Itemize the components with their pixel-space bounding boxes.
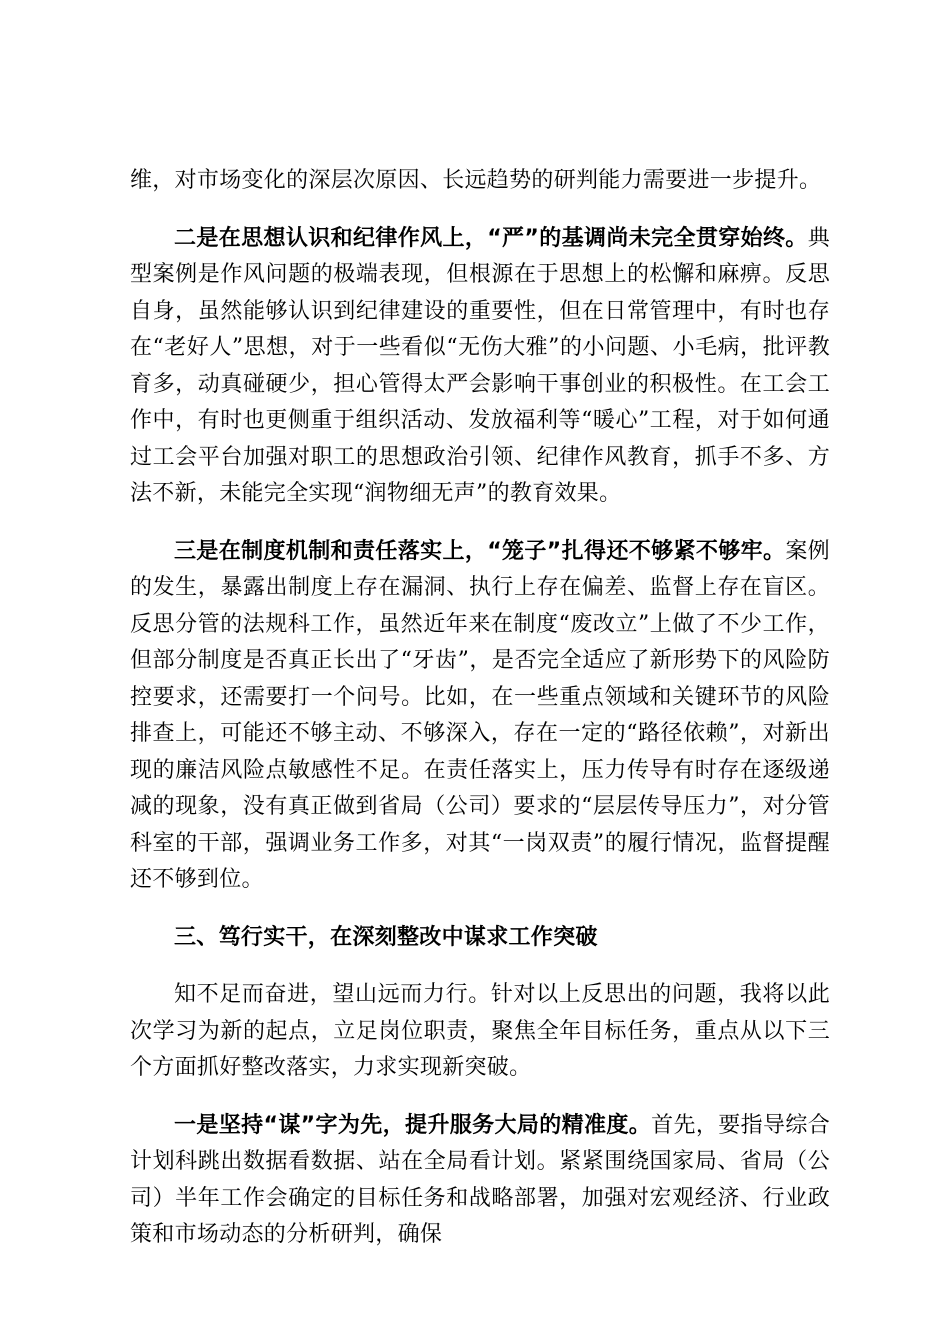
section-heading: 三、笃行实干，在深刻整改中谋求工作突破: [174, 924, 598, 950]
paragraph-lead: 二是在思想认识和纪律作风上，“严”的基调尚未完全贯穿始终。: [174, 225, 808, 251]
paragraph-text: 维，对市场变化的深层次原因、长远趋势的研判能力需要进一步提升。: [130, 168, 822, 193]
paragraph-text: 案例的发生，暴露出制度上存在漏洞、执行上存在偏差、监督上存在盲区。反思分管的法规科工作，虽然近年来在制度“废改立”上做了不少工作，但部分制度是否真正长出了“牙齿”，是否完全适应了新形势下的风险防控要求，还需要打一个问号。比如，在一些重点领域和关键环节的风险排查上，可能还不够主动、不够深入，存在一定的“路径依赖”，对新出现的廉洁风险点敏感性不足。在责任落实上，压力传导有时存在逐级递减的现象，没有真正做到省局（公司）要求的“层层传导压力”，对分管科室的干部，强调业务工作多，对其“一岗双责”的履行情况，监督提醒还不够到位。: [130, 538, 830, 892]
paragraph-intro: [130, 977, 830, 1087]
paragraph-text: 典型案例是作风问题的极端表现，但根源在于思想上的松懈和麻痹。反思自身，虽然能够认识到纪律建设的重要性，但在日常管理中，有时也存在“老好人”思想，对于一些看似“无伤大雅”的小问题、小毛病，批评教育多，动真碰硬少，担心管得太严会影响干事创业的积极性。在工会工作中，有时也更侧重于组织活动、发放福利等“暖心”工程，对于如何通过工会平台加强对职工的思想政治引领、纪律作风教育，抓手不多、方法不新，未能完全实现“润物细无声”的教育效果。: [130, 225, 830, 506]
paragraph-continuation: [130, 163, 830, 200]
paragraph-point-three: [130, 534, 830, 899]
paragraph-point-one: [130, 1108, 830, 1254]
paragraph-text: 首先，要指导综合计划科跳出数据看数据、站在全局看计划。紧紧围绕国家局、省局（公司）半年工作会确定的目标任务和战略部署，加强对宏观经济、行业政策和市场动态的分析研判，确保: [130, 1112, 830, 1247]
paragraph-lead: 三是在制度机制和责任落实上，“笼子”扎得还不够紧不够牢。: [174, 538, 786, 564]
paragraph-text: 知不足而奋进，望山远而力行。针对以上反思出的问题，我将以此次学习为新的起点，立足岗位职责，聚焦全年目标任务，重点从以下三个方面抓好整改落实，力求实现新突破。: [130, 982, 830, 1080]
document-body: [130, 163, 830, 1275]
paragraph-point-two: [130, 221, 830, 513]
paragraph-lead: 一是坚持“谋”字为先，提升服务大局的精准度。: [174, 1112, 652, 1138]
